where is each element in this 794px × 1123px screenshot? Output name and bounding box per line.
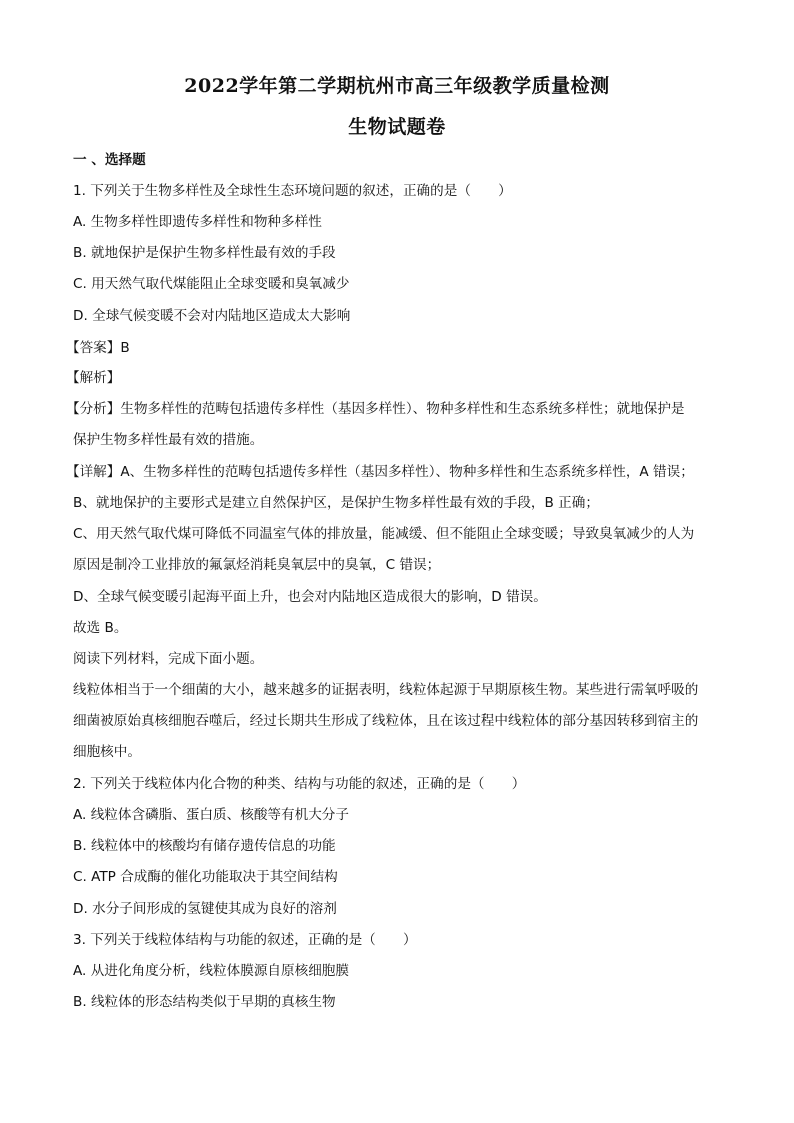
question-3-option-a: A. 从进化角度分析，线粒体膜源自原核细胞膜: [73, 963, 349, 979]
detail-line-5: D、全球气候变暖引起海平面上升，也会对内陆地区造成很大的影响，D 错误。: [73, 589, 547, 605]
question-1-analysis-label: 【解析】: [66, 370, 121, 386]
analysis-line-2: 保护生物多样性最有效的措施。: [73, 432, 264, 448]
question-1-option-d: D. 全球气候变暖不会对内陆地区造成太大影响: [73, 308, 351, 324]
question-1-option-a: A. 生物多样性即遗传多样性和物种多样性: [73, 214, 322, 230]
detail-line-1: 【详解】A、生物多样性的范畴包括遗传多样性（基因多样性）、物种多样性和生态系统多样性，A 错误；: [66, 464, 694, 480]
question-3-stem: 3. 下列关于线粒体结构与功能的叙述，正确的是（ ）: [73, 932, 417, 948]
question-1-option-c: C. 用天然气取代煤能阻止全球变暖和臭氧减少: [73, 276, 350, 292]
detail-line-4: 原因是制冷工业排放的氟氯烃消耗臭氧层中的臭氧，C 错误；: [73, 557, 441, 573]
question-1-option-b: B. 就地保护是保护生物多样性最有效的手段: [73, 245, 336, 261]
question-1-answer: 【答案】B: [66, 340, 130, 356]
question-3-option-b: B. 线粒体的形态结构类似于早期的真核生物: [73, 994, 336, 1010]
question-2-option-a: A. 线粒体含磷脂、蛋白质、核酸等有机大分子: [73, 807, 349, 823]
reading-intro: 阅读下列材料，完成下面小题。: [73, 651, 264, 667]
reading-line-3: 细胞核中。: [73, 744, 141, 760]
detail-conclusion: 故选 B。: [73, 620, 128, 636]
reading-line-1: 线粒体相当于一个细菌的大小，越来越多的证据表明，线粒体起源于早期原核生物。某些进行需氧呼吸的: [73, 682, 699, 698]
question-2-option-b: B. 线粒体中的核酸均有储存遗传信息的功能: [73, 838, 336, 854]
question-2-option-c: C. ATP 合成酶的催化功能取决于其空间结构: [73, 869, 338, 885]
reading-line-2: 细菌被原始真核细胞吞噬后，经过长期共生形成了线粒体，且在该过程中线粒体的部分基因转移到宿主的: [73, 713, 699, 729]
detail-line-3: C、用天然气取代煤可降低不同温室气体的排放量，能减缓、但不能阻止全球变暖；导致臭氧减少的人为: [73, 526, 695, 542]
question-1-stem: 1. 下列关于生物多样性及全球性生态环境问题的叙述，正确的是（ ）: [73, 183, 512, 199]
question-2-option-d: D. 水分子间形成的氢键使其成为良好的溶剂: [73, 901, 337, 917]
analysis-line-1: 【分析】生物多样性的范畴包括遗传多样性（基因多样性）、物种多样性和生态系统多样性；就地保护是: [66, 401, 685, 417]
question-2-stem: 2. 下列关于线粒体内化合物的种类、结构与功能的叙述，正确的是（ ）: [73, 776, 526, 792]
document-subtitle: 生物试题卷: [348, 116, 446, 138]
section-heading: 一 、选择题: [73, 152, 146, 168]
detail-line-2: B、就地保护的主要形式是建立自然保护区，是保护生物多样性最有效的手段，B 正确；: [73, 495, 599, 511]
document-title: 2022学年第二学期杭州市高三年级教学质量检测: [184, 75, 610, 97]
